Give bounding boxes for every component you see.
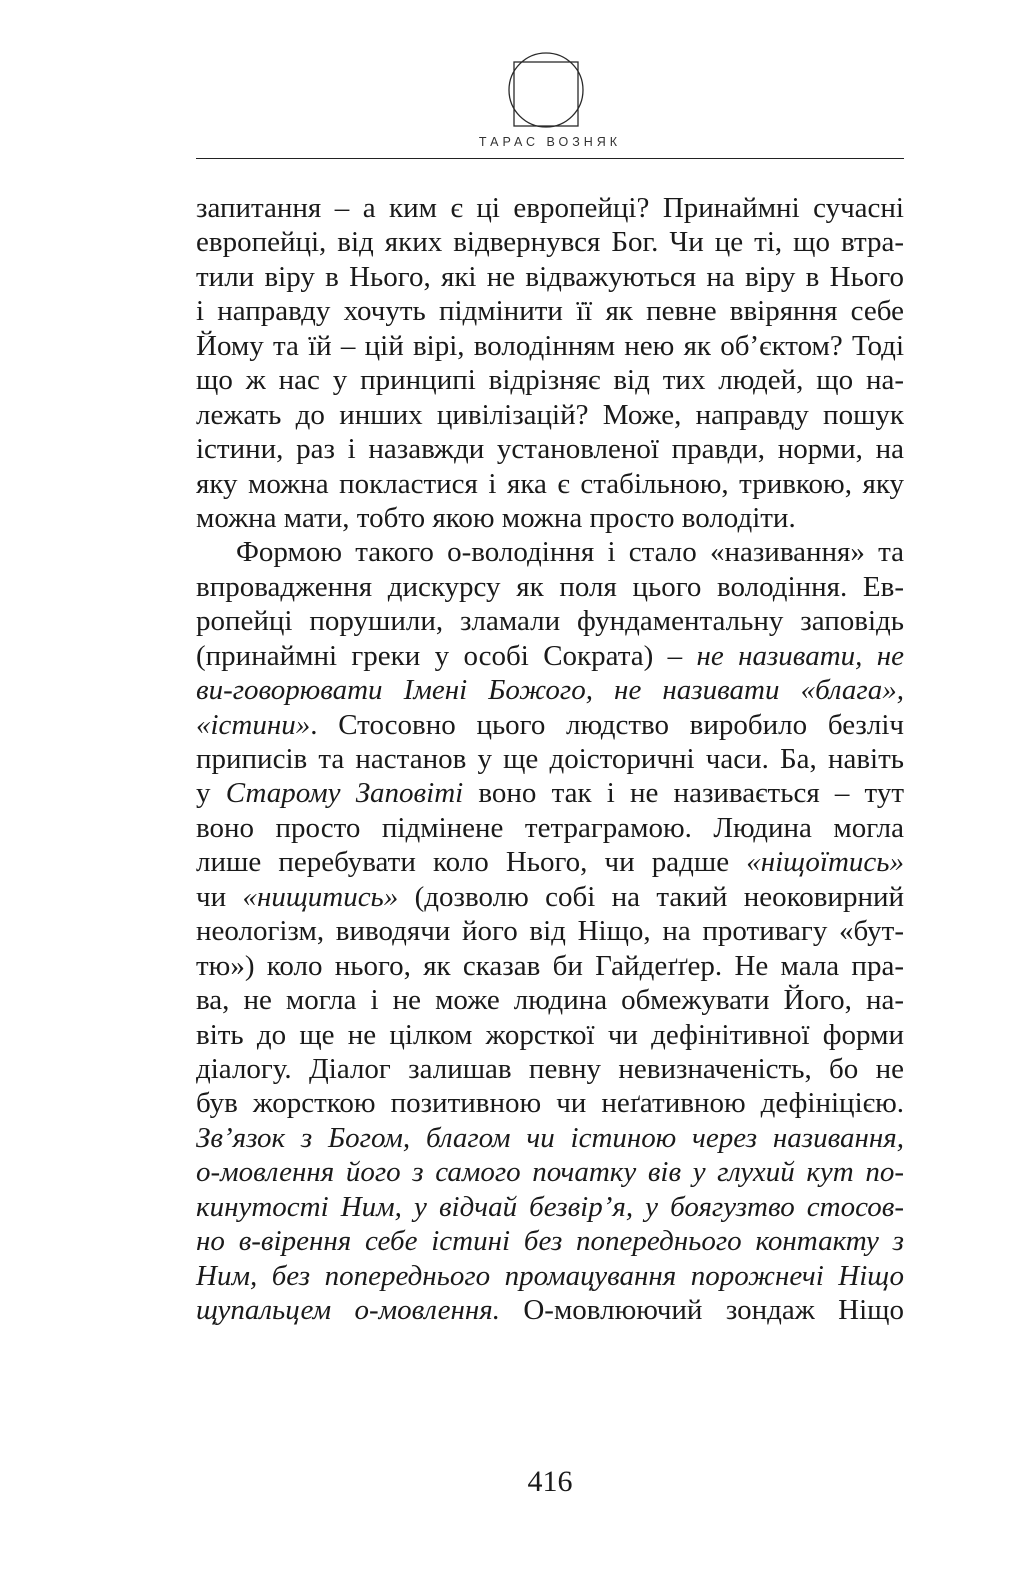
- text-line: [196, 1121, 904, 1155]
- text-line: [196, 1190, 904, 1224]
- text-run: воно так і не називається – тут: [463, 777, 904, 810]
- text-line: [196, 1259, 904, 1293]
- text-line: [196, 501, 904, 535]
- text-run: чи: [196, 880, 243, 913]
- italic-run: «нищитись»: [242, 880, 399, 913]
- italic-run: «ніщоїтись»: [746, 846, 904, 879]
- text-line: [196, 294, 904, 328]
- text-line: [196, 776, 904, 810]
- text-line: [196, 1086, 904, 1120]
- italic-run: кинутості Ним, у відчай безвір’я, у боягузтво стосов-: [196, 1190, 904, 1223]
- text-run: европейці, від яких відвернувся Бог. Чи це ті, що втра-: [196, 226, 904, 259]
- page-number: 416: [527, 1465, 573, 1498]
- text-run: ва, не могла і не може людина обмежувати Його, на-: [196, 984, 904, 1017]
- italic-run: Старому Заповіті: [225, 777, 464, 810]
- text-run: запитання – а ким є ці европейці? Принаймні сучасні: [196, 192, 904, 224]
- text-line: [196, 639, 904, 673]
- body-text: [196, 191, 904, 1327]
- text-line: [196, 604, 904, 638]
- text-run: був жорсткою позитивною чи неґативною дефініцією.: [196, 1087, 904, 1120]
- text-line: [196, 742, 904, 776]
- text-run: впровадження дискурсу як поля цього володіння. Ев-: [196, 570, 904, 603]
- italic-run: о-мовлення його з самого початку вів у глухий кут по-: [196, 1156, 904, 1189]
- text-line: [196, 914, 904, 948]
- text-run: (дозволю собі на такий неоковирний: [398, 880, 905, 913]
- text-run: що ж нас у принципі відрізняє від тих людей, що на-: [196, 364, 904, 397]
- text-run: тю») коло нього, як сказав би Гайдеґґер. Не мала пра-: [196, 949, 904, 982]
- text-line: [196, 1018, 904, 1052]
- text-line: [196, 1293, 904, 1327]
- text-line: [196, 673, 904, 707]
- text-line: [196, 1052, 904, 1086]
- text-line: [196, 983, 904, 1017]
- text-run: (принаймні греки у особі Сократа) –: [196, 639, 697, 672]
- text-run: істини, раз і назавжди установленої правди, норми, на: [196, 433, 904, 466]
- text-run: ропейці порушили, зламали фундаментальну заповідь: [196, 605, 904, 638]
- text-line: [196, 708, 904, 742]
- italic-run: Зв’язок з Богом, благом чи істиною через називання,: [196, 1121, 904, 1154]
- text-run: неологізм, виводячи його від Ніщо, на противагу «бут-: [196, 915, 904, 948]
- text-line: [196, 880, 904, 914]
- text-run: лише перебувати коло Нього, чи радше: [196, 846, 747, 879]
- text-run: тили віру в Нього, які не відважуються на віру в Нього: [196, 260, 904, 293]
- text-line: [196, 1224, 904, 1258]
- italic-run: ви-говорювати Імені Божого, не називати «блага»,: [196, 674, 904, 707]
- italic-run: щупальцем о-мовлення.: [196, 1294, 500, 1326]
- text-run: і направду хочуть підмінити її як певне ввіряння себе: [196, 295, 904, 328]
- text-run: віть до ще не цілком жорсткої чи дефінітивної форми: [196, 1018, 904, 1051]
- italic-run: но в-вірення себе істині без попереднього контакту з: [196, 1225, 904, 1258]
- text-line: [196, 949, 904, 983]
- text-line: [196, 1155, 904, 1189]
- text-run: . Стосовно цього людство виробило безліч: [310, 708, 904, 741]
- italic-run: «істини»: [196, 708, 311, 741]
- text-line: [196, 329, 904, 363]
- text-run: у: [196, 777, 226, 810]
- text-line: [196, 363, 904, 397]
- text-line: [196, 467, 904, 501]
- text-run: лежать до инших цивілізацій? Може, направду пошук: [196, 398, 904, 431]
- text-line: [196, 398, 904, 432]
- text-line: [196, 535, 904, 569]
- running-head-author: ТАРАС ВОЗНЯК: [478, 135, 622, 149]
- text-line: [196, 260, 904, 294]
- italic-run: Ним, без попереднього промацування порожнечі Ніщо: [196, 1259, 904, 1292]
- text-line: [196, 570, 904, 604]
- text-line: [196, 191, 904, 225]
- circle-square-emblem-icon: [506, 46, 586, 130]
- paragraph: [196, 535, 904, 1327]
- paragraph: [196, 191, 904, 535]
- text-run: Йому та їй – цій вірі, володінням нею як об’єктом? Тоді: [196, 329, 904, 362]
- text-line: [196, 811, 904, 845]
- text-run: приписів та настанов у ще доісторичні часи. Ба, навіть: [196, 743, 904, 775]
- text-line: [196, 845, 904, 879]
- text-run: діалогу. Діалог залишав певну невизначеність, бо не: [196, 1052, 904, 1085]
- text-run: яку можна покластися і яка є стабільною, тривкою, яку: [196, 467, 904, 500]
- text-run: можна мати, тобто якою можна просто володіти.: [196, 501, 796, 534]
- text-run: Формою такого о-володіння і стало «називання» та: [236, 536, 904, 569]
- header-rule: [196, 158, 904, 159]
- text-line: [196, 432, 904, 466]
- text-run: О-мовлюючий зондаж Ніщо: [499, 1294, 904, 1326]
- text-line: [196, 225, 904, 259]
- text-run: воно просто підмінене тетраграмою. Людина могла: [196, 811, 904, 844]
- italic-run: не називати, не: [696, 639, 904, 672]
